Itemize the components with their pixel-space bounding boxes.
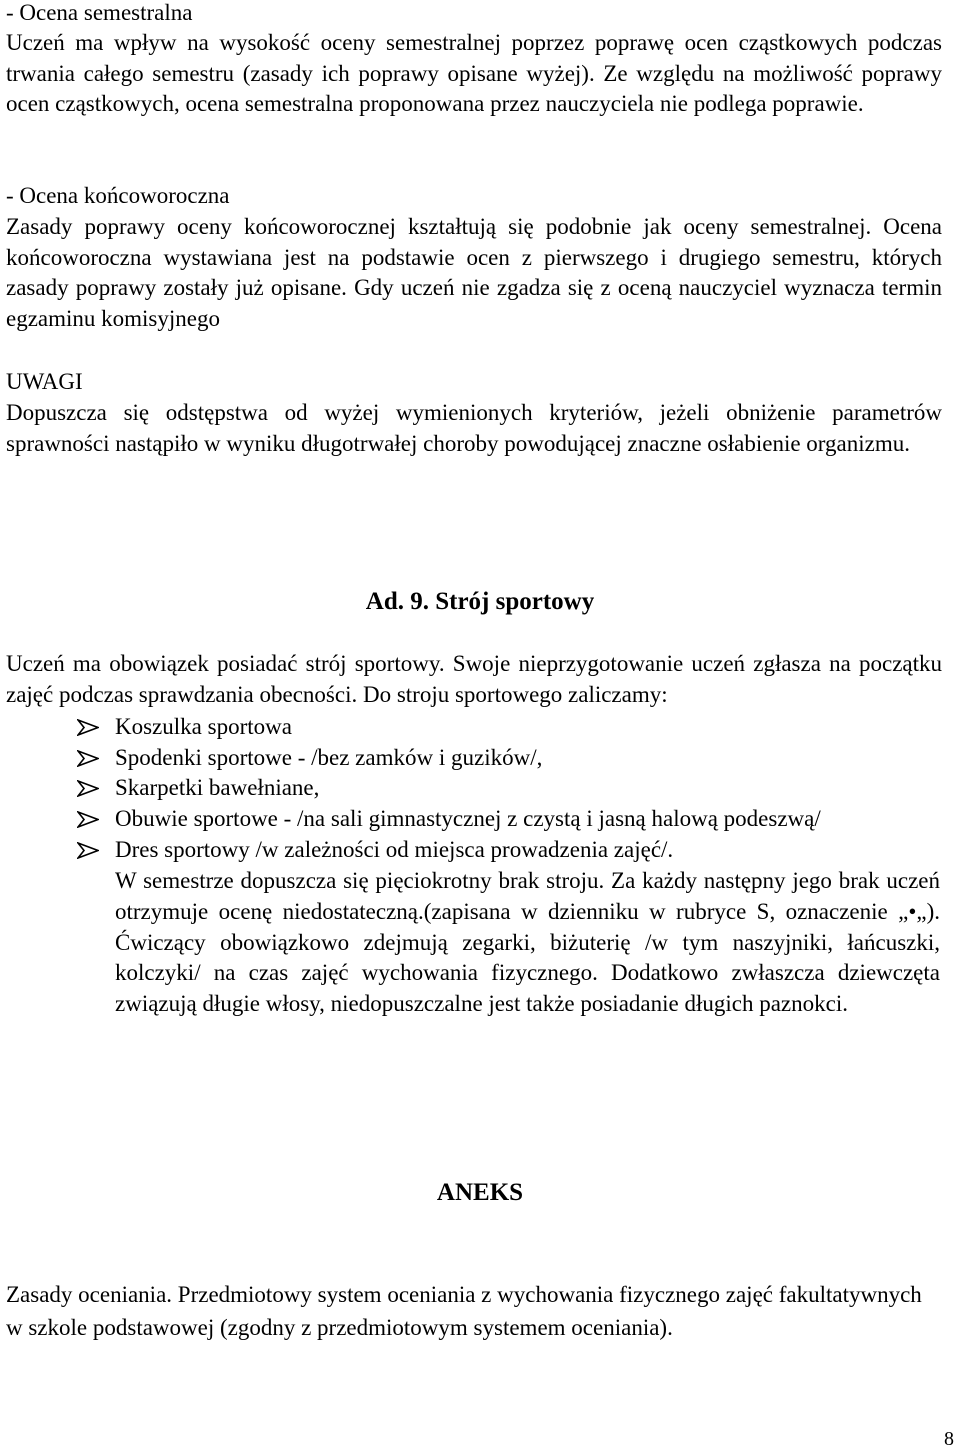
sportswear-intro: Uczeń ma obowiązek posiadać strój sportowy. Swoje nieprzygotowanie uczeń zgłasza na początku zajęć podczas sprawdzania obecności. Do stroju sportowego zaliczamy: [6, 651, 942, 707]
annex-body: Zasady oceniania. Przedmiotowy system oceniania z wychowania fizycznego zajęć fakultatywnych w szkole podstawowej (zgodny z przedmiotowym systemem oceniania). [6, 1282, 922, 1340]
page-number: 8 [944, 1428, 954, 1450]
arrowhead-bullet-icon [77, 811, 99, 828]
list-item-label: Skarpetki bawełniane, [115, 775, 320, 801]
list-item [77, 804, 821, 835]
list-item [77, 743, 821, 774]
semester-grade-body: Uczeń ma wpływ na wysokość oceny semestralnej poprzez poprawę ocen cząstkowych podczas trwania całego semestru (zasady ich poprawy opisane wyżej). Ze względu na możliwość poprawy ocen cząstkowych, ocena semestralna proponowana przez nauczyciela nie podlega poprawie. [6, 30, 942, 117]
arrowhead-bullet-icon [77, 719, 99, 736]
list-item [77, 835, 821, 866]
list-item-label: Koszulka sportowa [115, 714, 292, 739]
arrowhead-bullet-icon [77, 842, 99, 859]
list-item-label: Spodenki sportowe - /bez zamków i guzików/, [115, 744, 543, 770]
sportswear-heading: Ad. 9. Strój sportowy [365, 588, 595, 615]
list-item [77, 773, 821, 804]
final-grade-body: Zasady poprawy oceny końcoworocznej kształtują się podobnie jak oceny semestralnej. Ocena końcoworoczna wystawiana jest na podstawie ocen z pierwszego i drugiego semestru, których zasady poprawy zostały już opisane. Gdy uczeń nie zgadza się z oceną nauczyciel wyznacza termin egzaminu komisyjnego [6, 214, 942, 332]
arrowhead-bullet-icon [77, 750, 99, 767]
notes-title: UWAGI [6, 369, 83, 394]
notes-body: Dopuszcza się odstępstwa od wyżej wymienionych kryteriów, jeżeli obniżenie parametrów sprawności nastąpiło w wyniku długotrwałej choroby powodującej znaczne osłabienie organizmu. [6, 400, 942, 456]
sportswear-list [77, 712, 821, 866]
annex-heading: ANEKS [436, 1179, 524, 1206]
final-grade-title: - Ocena końcoworoczna [6, 183, 230, 208]
list-item-label: Obuwie sportowe - /na sali gimnastycznej z czystą i jasną halową podeszwą/ [115, 806, 821, 832]
sportswear-rules: W semestrze dopuszcza się pięciokrotny brak stroju. Za każdy następny jego brak uczeń otrzymuje ocenę niedostateczną.(zapisana w dzienniku w rubryce S, oznaczenie „•„). Ćwiczący obowiązkowo zdejmują zegarki, biżuterię /w tym naszyjniki, łańcuszki, kolczyki/ na czas zajęć wychowania fizycznego. Dodatkowo zwłaszcza dziewczęta związują długie włosy, niedopuszczalne jest także posiadanie długich paznokci. [115, 868, 940, 1017]
arrowhead-bullet-icon [77, 780, 99, 797]
semester-grade-title: - Ocena semestralna [6, 0, 193, 25]
list-item-label: Dres sportowy /w zależności od miejsca prowadzenia zajęć/. [115, 836, 674, 862]
list-item [77, 712, 821, 743]
